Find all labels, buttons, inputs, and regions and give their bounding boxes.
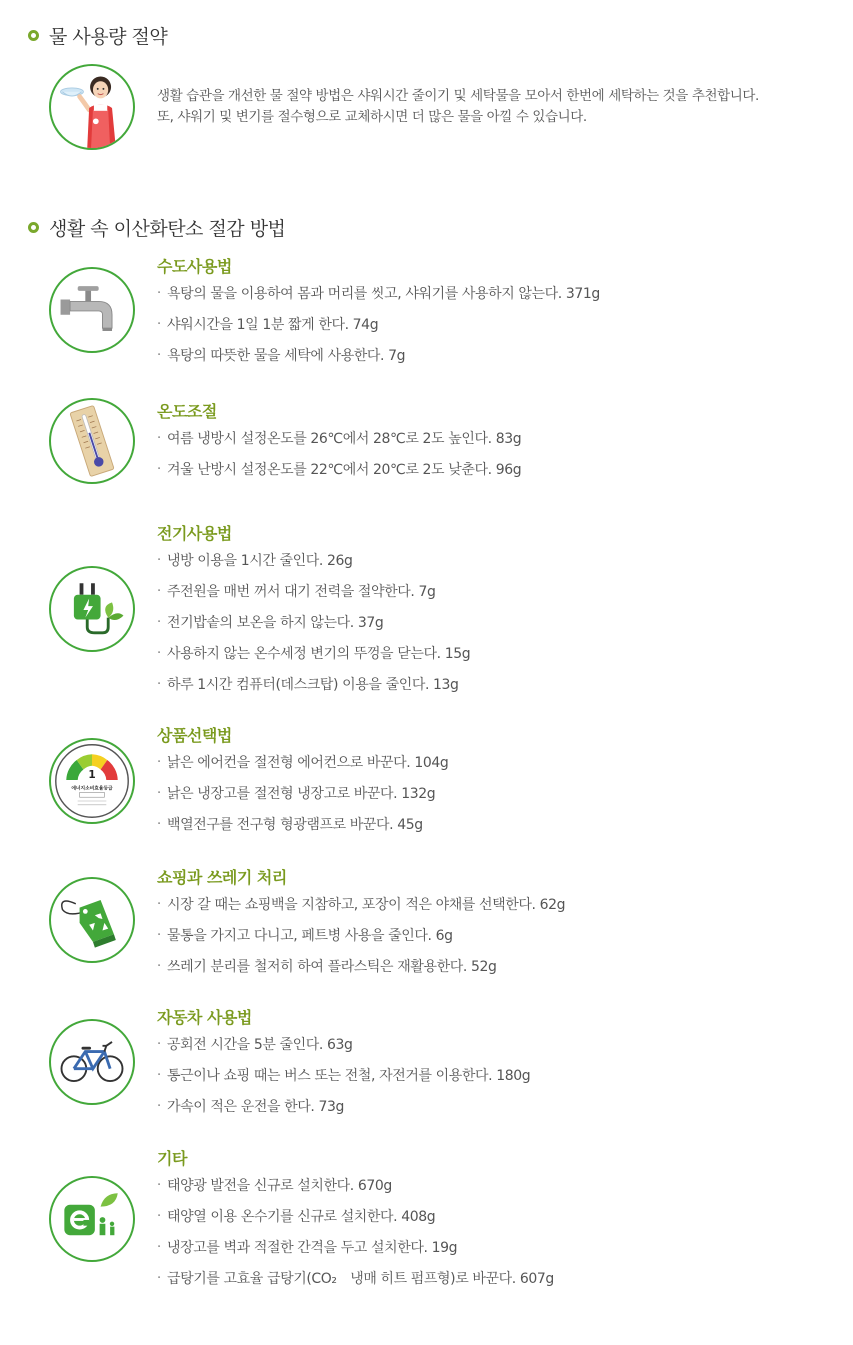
block-title: 수도사용법 xyxy=(157,257,232,276)
section-bullet-icon xyxy=(28,30,39,41)
water-text-line-2: 또, 샤워기 및 변기를 절수형으로 교체하시면 더 많은 물을 아낄 수 있습니다. xyxy=(157,109,587,125)
list-item: · 통근이나 쇼핑 때는 버스 또는 전철, 자전거를 이용한다. 180g xyxy=(157,1068,531,1084)
block-water-usage xyxy=(157,256,600,376)
block-title: 자동차 사용법 xyxy=(157,1008,252,1027)
energy-grade-number: 1 xyxy=(88,769,96,782)
list-item: · 낡은 에어컨을 절전형 에어컨으로 바꾼다. 104g xyxy=(157,755,449,771)
eco-plug-icon xyxy=(51,566,133,652)
block-car-usage xyxy=(157,1007,530,1127)
list-item: · 겨울 난방시 설정온도를 22℃에서 20℃로 2도 낮춘다. 96g xyxy=(157,462,522,478)
co2-section-title-text: 생활 속 이산화탄소 절감 방법 xyxy=(49,218,286,240)
block-title: 온도조절 xyxy=(157,402,217,421)
list-item: · 공회전 시간을 5분 줄인다. 63g xyxy=(157,1037,353,1053)
block-title: 기타 xyxy=(157,1149,187,1168)
block-title: 상품선택법 xyxy=(157,726,232,745)
thermometer-circle xyxy=(49,398,135,484)
list-item: · 냉방 이용을 1시간 줄인다. 26g xyxy=(157,553,353,569)
list-item: · 주전원을 매번 꺼서 대기 전력을 절약한다. 7g xyxy=(157,584,436,600)
list-item: · 하루 1시간 컴퓨터(데스크탑) 이용을 줄인다. 13g xyxy=(157,677,459,693)
recycle-tag-circle xyxy=(49,877,135,963)
block-temperature xyxy=(157,401,521,490)
list-item: · 쓰레기 분리를 철저히 하여 플라스틱은 재활용한다. 52g xyxy=(157,959,497,975)
block-electricity xyxy=(157,523,470,705)
bicycle-icon xyxy=(51,1019,133,1105)
bicycle-circle xyxy=(49,1019,135,1105)
faucet-circle xyxy=(49,267,135,353)
list-item: · 욕탕의 따뜻한 물을 세탁에 사용한다. 7g xyxy=(157,348,406,364)
eco-e-icon xyxy=(51,1176,133,1262)
block-title: 전기사용법 xyxy=(157,524,232,543)
list-item: · 냉장고를 벽과 적절한 간격을 두고 설치한다. 19g xyxy=(157,1240,458,1256)
block-product-selection xyxy=(157,725,448,845)
section-bullet-icon xyxy=(28,222,39,233)
list-item: · 물통을 가지고 다니고, 페트병 사용을 줄인다. 6g xyxy=(157,928,453,944)
list-item: · 백열전구를 전구형 형광램프로 바꾼다. 45g xyxy=(157,817,423,833)
recycle-tag-icon xyxy=(51,877,133,963)
energy-label-icon xyxy=(51,738,133,824)
faucet-icon xyxy=(51,267,133,353)
eco-e-circle xyxy=(49,1176,135,1262)
list-item: · 급탕기를 고효율 급탕기(CO₂ 냉매 히트 펌프형)로 바꾼다. 607g xyxy=(157,1271,554,1287)
list-item: · 낡은 냉장고를 절전형 냉장고로 바꾼다. 132g xyxy=(157,786,436,802)
water-saving-description xyxy=(157,86,827,128)
mascot-woman-icon xyxy=(51,64,133,150)
list-item: · 샤워시간을 1일 1분 짧게 한다. 74g xyxy=(157,317,379,333)
list-item: · 욕탕의 물을 이용하여 몸과 머리를 씻고, 샤워기를 사용하지 않는다. 371g xyxy=(157,286,600,302)
list-item: · 가속이 적은 운전을 한다. 73g xyxy=(157,1099,344,1115)
list-item: · 시장 갈 때는 쇼핑백을 지참하고, 포장이 적은 야채를 선택한다. 62g xyxy=(157,897,566,913)
list-item: · 전기밥솥의 보온을 하지 않는다. 37g xyxy=(157,615,384,631)
list-item: · 태양광 발전을 신규로 설치한다. 670g xyxy=(157,1178,392,1194)
thermometer-icon xyxy=(51,398,133,484)
energy-label-circle xyxy=(49,738,135,824)
block-title: 쇼핑과 쓰레기 처리 xyxy=(157,868,287,887)
list-item: · 여름 냉방시 설정온도를 26℃에서 28℃로 2도 높인다. 83g xyxy=(157,431,522,447)
water-section-title-text: 물 사용량 절약 xyxy=(49,26,168,48)
water-text-line-1: 생활 습관을 개선한 물 절약 방법은 샤워시간 줄이기 및 세탁물을 모아서 한번에 세탁하는 것을 추천합니다. xyxy=(157,88,759,104)
list-item: · 사용하지 않는 온수세정 변기의 뚜껑을 닫는다. 15g xyxy=(157,646,471,662)
eco-plug-circle xyxy=(49,566,135,652)
water-saving-mascot xyxy=(49,64,135,150)
block-shopping-waste xyxy=(157,867,565,987)
block-others xyxy=(157,1148,554,1299)
energy-label-caption: 에너지소비효율등급 xyxy=(71,786,113,792)
water-section-title xyxy=(28,22,167,49)
list-item: · 태양열 이용 온수기를 신규로 설치한다. 408g xyxy=(157,1209,436,1225)
co2-section-title xyxy=(28,214,285,241)
